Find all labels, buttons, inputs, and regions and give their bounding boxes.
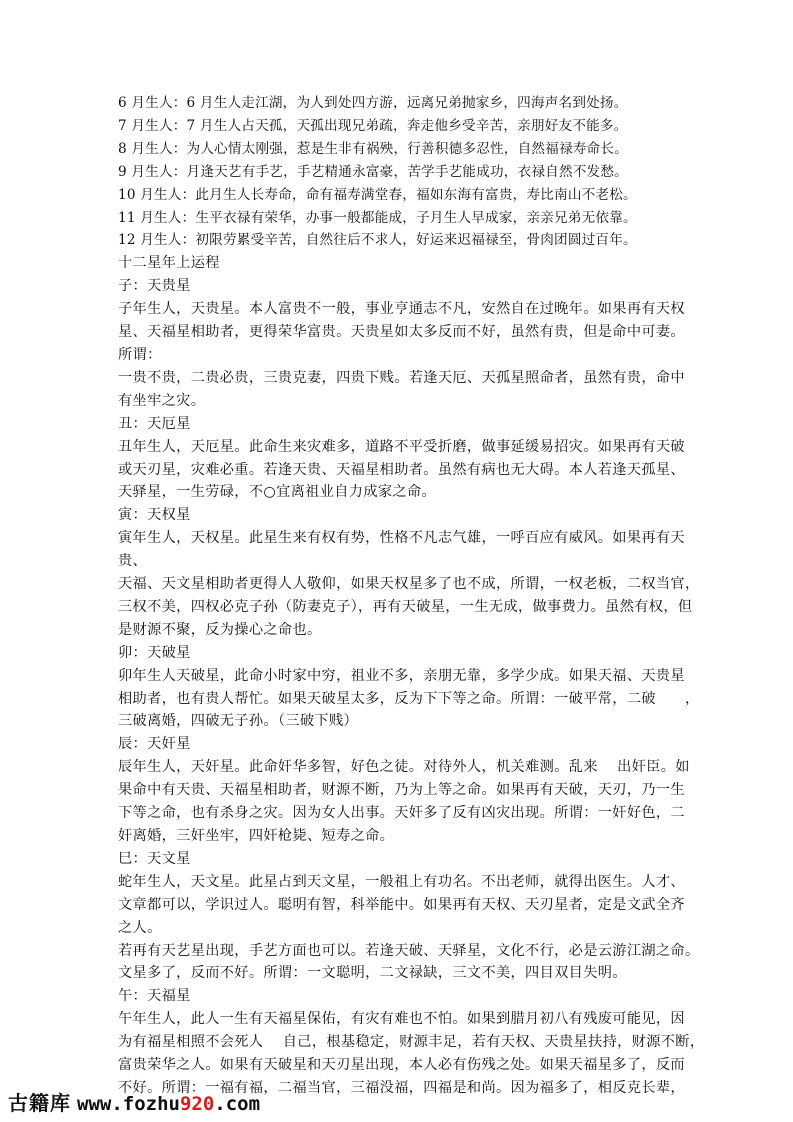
star-heading: 巳：天文星 <box>118 850 191 867</box>
text-line: 之人。 <box>118 919 162 936</box>
text-line: 天驿星，一生劳碌，不○宜离祖业自力成家之命。 <box>118 484 437 501</box>
star-heading: 午：天福星 <box>118 988 191 1005</box>
site-url-prefix: www.fozhu <box>77 1093 180 1115</box>
text-line: 文章都可以，学识过人。聪明有智，科举能中。如果再有天权、天刃星者，定是文武全齐 <box>118 896 685 913</box>
site-url-number: 920 <box>179 1093 215 1115</box>
text-line: 6 月生人：6 月生人走江湖，为人到处四方游，远离兄弟抛家乡，四海声名到处扬。 <box>118 95 628 111</box>
text-line: 相助者，也有贵人帮忙。如果天破星太多，反为下下等之命。所谓：一破平常，二破 ， <box>118 690 700 707</box>
text-line: 下等之命，也有杀身之灾。因为女人出事。天奸多了反有凶灾出现。所谓：一奸好色，二 <box>118 805 685 822</box>
star-heading: 卯：天破星 <box>118 644 191 661</box>
site-url <box>77 1093 260 1115</box>
text-line: 12 月生人：初限劳累受辛苦，自然往后不求人，好运来迟福禄至，骨肉团圆过百年。 <box>118 232 637 249</box>
text-line: 天福、天文星相助者更得人人敬仰，如果天权星多了也不成，所谓，一权老板，二权当官， <box>118 576 700 593</box>
text-line: 星、天福星相助者，更得荣华富贵。天贵星如太多反而不好，虽然有贵，但是命中可妻。 <box>118 324 685 341</box>
text-line: 或天刃星，灾难必重。若逢天贵、天福星相助者。虽然有病也无大碍。本人若逢天孤星、 <box>118 461 685 478</box>
star-heading: 辰：天奸星 <box>118 736 191 753</box>
text-line: 8 月生人：为人心情太刚强，惹是生非有祸殃，行善积德多忍性，自然福禄寿命长。 <box>118 140 628 157</box>
text-line: 奸离婚，三奸坐牢，四奸枪毙、短寿之命。 <box>118 828 395 844</box>
document-body <box>118 92 705 1100</box>
star-heading: 丑：天厄星 <box>118 415 191 432</box>
text-line: 若再有天艺星出现，手艺方面也可以。若逢天破、天驿星，文化不行，必是云游江湖之命。 <box>118 942 700 959</box>
text-line: 为有福星相照不会死人 自己，根基稳定，财源丰足，若有天权、天贵星扶持，财源不断， <box>118 1034 705 1051</box>
text-line: 有坐牢之灾。 <box>118 392 206 409</box>
text-line: 午年生人，此人一生有天福星保佑，有灾有难也不怕。如果到腊月初八有残废可能见，因 <box>118 1011 685 1028</box>
text-line: 富贵荣华之人。如果有天破星和天刃星出现，本人必有伤残之处。如果天福星多了，反而 <box>118 1057 685 1074</box>
text-line: 丑年生人，天厄星。此命生来灾难多，道路不平受折磨，做事延缓易招灾。如果再有天破 <box>118 438 685 455</box>
text-line: 三权不美，四权必克子孙（防妻克子），再有天破星，一生无成，做事费力。虽然有权，但 <box>118 598 693 615</box>
text-line: 10 月生人：此月生人长寿命，命有福寿满堂春，福如东海有富贵，寿比南山不老松。 <box>118 186 637 203</box>
star-heading: 寅：天权星 <box>118 507 191 524</box>
text-line: 寅年生人，天权星。此星生来有权有势，性格不凡志气雄，一呼百应有威风。如果再有天 <box>118 530 685 547</box>
text-line: 9 月生人：月逢天艺有手艺，手艺精通永富豪，苦学手艺能成功，衣禄自然不发愁。 <box>118 163 628 180</box>
star-heading: 子：天贵星 <box>118 278 191 295</box>
text-line: 蛇年生人，天文星。此星占到天文星，一般祖上有功名。不出老师，就得出医生。人才、 <box>118 873 685 890</box>
text-line: 11 月生人：生平衣禄有荣华，办事一般都能成，子月生人早成家，亲亲兄弟无依靠。 <box>118 209 637 226</box>
text-line: 文星多了，反而不好。所谓：一文聪明，二文禄缺，三文不美，四目双目失明。 <box>118 965 627 982</box>
text-line: 是财源不聚，反为操心之命也。 <box>118 621 322 638</box>
site-watermark <box>8 1087 260 1117</box>
text-line: 贵、 <box>118 553 148 570</box>
text-line: 辰年生人，天奸星。此命奸华多智，好色之徒。对待外人，机关难测。乱来 出奸臣。如 <box>118 759 690 776</box>
text-line: 三破离婚，四破无子孙。（三破下贱） <box>118 713 359 730</box>
text-line: 子年生人，天贵星。本人富贵不一般，事业亨通志不凡，安然自在过晚年。如果再有天权 <box>118 301 685 318</box>
site-url-suffix: .com <box>214 1093 261 1115</box>
text-line: 不好。所谓：一福有福，二福当官，三福没福，四福是和尚。因为福多了，相反克长辈， <box>118 1079 685 1096</box>
text-line: 7 月生人：7 月生人占天孤，天孤出现兄弟疏，奔走他乡受辛苦，亲朋好友不能多。 <box>118 117 628 134</box>
site-name: 古籍库 <box>8 1091 71 1115</box>
text-line: 一贵不贵，二贵必贵，三贵克妻，四贵下贱。若逢天厄、天孤星照命者，虽然有贵，命中 <box>118 369 685 386</box>
text-line: 果命中有天贵、天福星相助者，财源不断，乃为上等之命。如果再有天破，天刃，乃一生 <box>118 782 685 799</box>
section-heading: 十二星年上运程 <box>118 255 220 272</box>
text-line: 卯年生人天破星，此命小时家中穷，祖业不多，亲朋无靠，多学少成。如果天福、天贵星 <box>118 667 685 684</box>
text-line: 所谓： <box>118 346 162 363</box>
